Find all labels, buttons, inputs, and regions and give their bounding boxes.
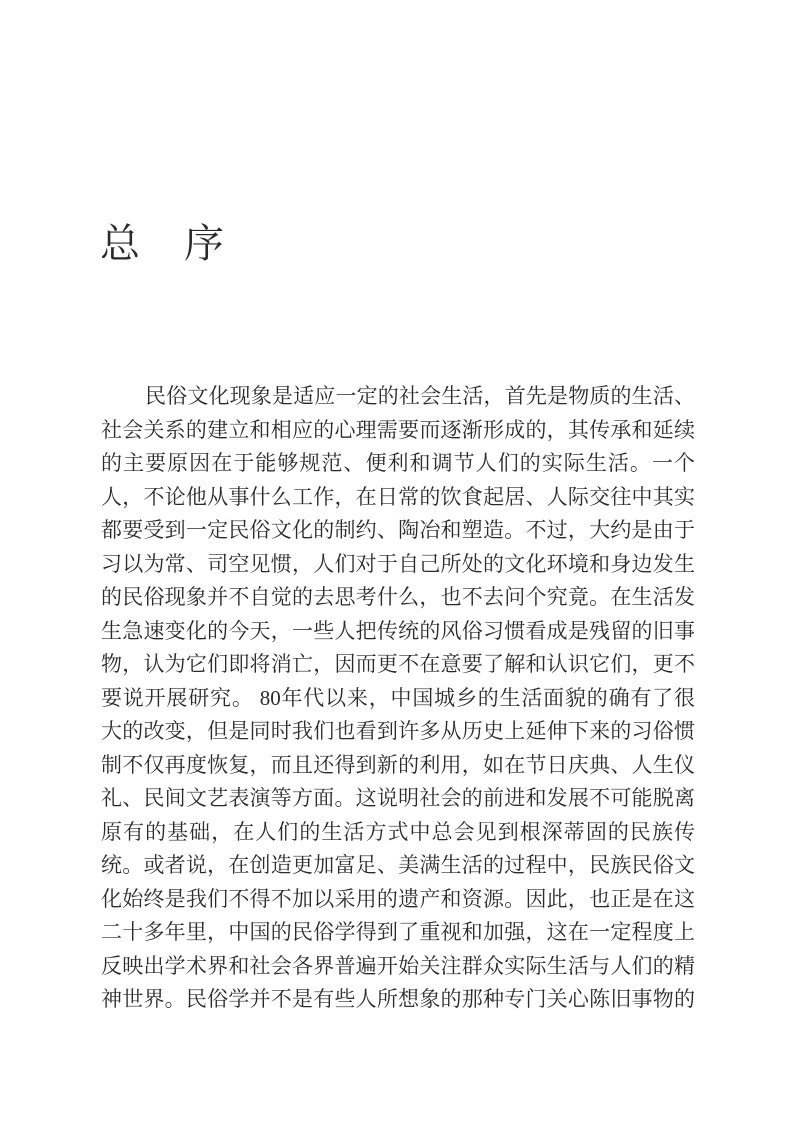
paragraph-line: 的主要原因在于能够规范、便利和调节人们的实际生活。一个 xyxy=(101,451,695,475)
paragraph-line: 大的改变，但是同时我们也看到许多从历史上延伸下来的习俗惯 xyxy=(101,719,695,743)
paragraph-line: 二十多年里，中国的民俗学得到了重视和加强，这在一定程度上 xyxy=(101,920,695,944)
paragraph-line: 制不仅再度恢复，而且还得到新的利用，如在节日庆典、人生仪 xyxy=(101,752,695,777)
paragraph-line: 神世界。民俗学并不是有些人所想象的那种专门关心陈旧事物的 xyxy=(101,987,695,1011)
preface-paragraph xyxy=(101,380,695,1017)
paragraph-line: 都要受到一定民俗文化的制约、陶冶和塑造。不过，大约是由于 xyxy=(101,518,695,542)
page-title: 总 序 xyxy=(100,221,226,266)
paragraph-line: 要说开展研究。 80年代以来，中国城乡的生活面貌的确有了很 xyxy=(101,685,695,710)
paragraph-line: 物，认为它们即将消亡，因而更不在意要了解和认识它们，更不 xyxy=(101,652,695,676)
paragraph-line: 反映出学术界和社会各界普遍开始关注群众实际生活与人们的精 xyxy=(101,953,695,978)
paragraph-line: 礼、民间文艺表演等方面。这说明社会的前进和发展不可能脱离 xyxy=(101,786,695,810)
paragraph-line: 人，不论他从事什么工作，在日常的饮食起居、人际交往中其实 xyxy=(101,484,695,509)
paragraph-line: 习以为常、司空见惯，人们对于自己所处的文化环境和身边发生 xyxy=(101,551,695,576)
paragraph-line: 民俗文化现象是适应一定的社会生活，首先是物质的生活、 xyxy=(145,384,695,408)
paragraph-line: 化始终是我们不得不加以采用的遗产和资源。因此，也正是在这 xyxy=(101,886,695,911)
paragraph-line: 生急速变化的今天，一些人把传统的风俗习惯看成是残留的旧事 xyxy=(101,618,695,643)
paragraph-line: 统。或者说，在创造更加富足、美满生活的过程中，民族民俗文 xyxy=(101,853,695,877)
paragraph-line: 的民俗现象并不自觉的去思考什么，也不去问个究竟。在生活发 xyxy=(101,585,695,609)
paragraph-line: 社会关系的建立和相应的心理需要而逐渐形成的，其传承和延续 xyxy=(101,417,695,442)
paragraph-line: 原有的基础，在人们的生活方式中总会见到根深蒂固的民族传 xyxy=(101,819,695,844)
